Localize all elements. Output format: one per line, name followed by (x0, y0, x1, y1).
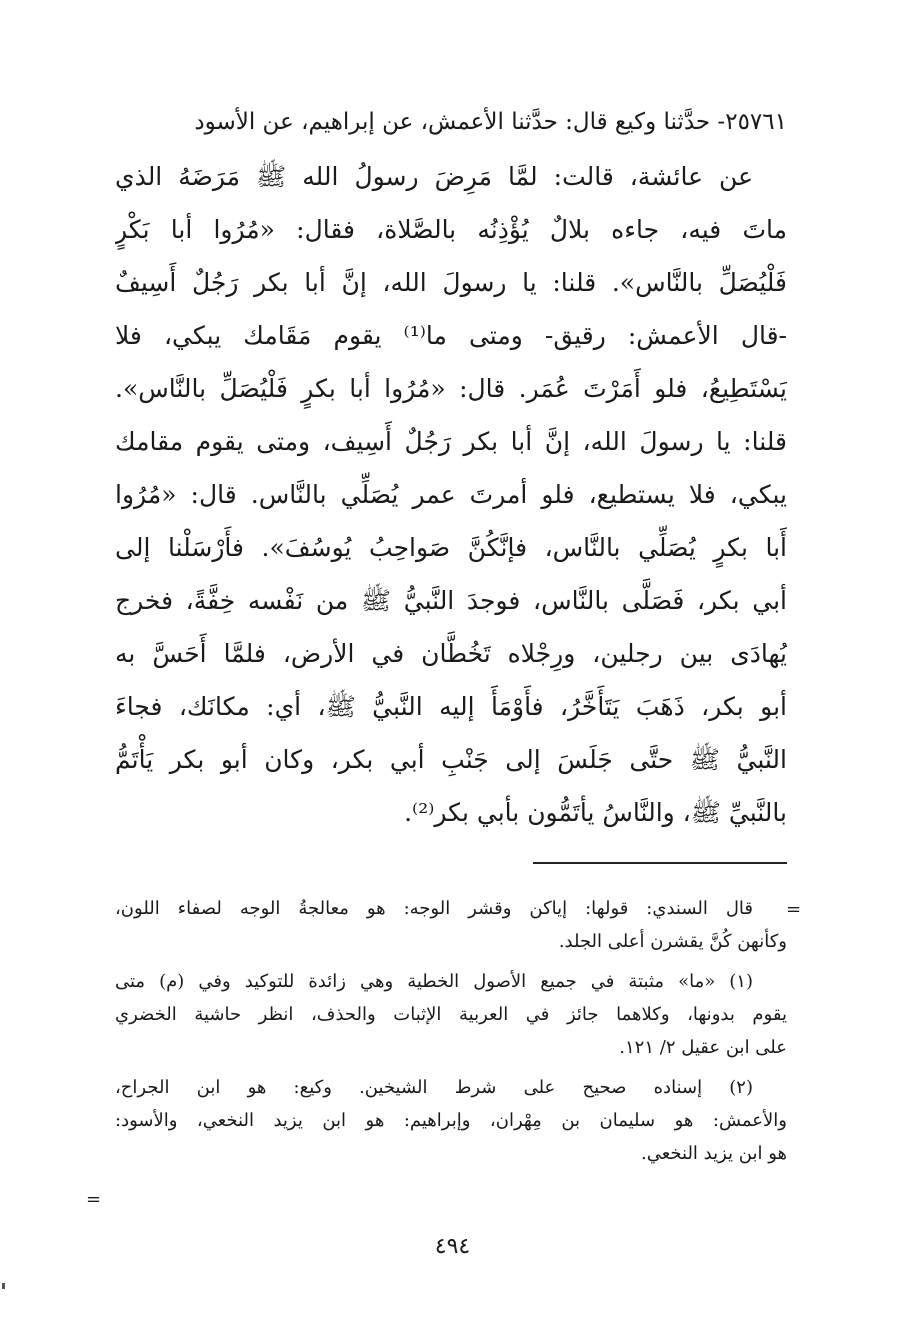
body-line: قلنا: يا رسولَ الله، إنَّ أبا بكر رَجُلٌ أَسِيف، ومتى يقوم مقامك (115, 427, 787, 456)
body-line: يَسْتَطِيعُ، فلو أَمَرْتَ عُمَر. قال: «مُرُوا أبا بكرٍ فَلْيُصَلِّ بالنَّاس». (115, 374, 787, 403)
footnote-line: على ابن عقيل ٢/ ١٢١. (619, 1037, 787, 1058)
footnote-line: وكأنهن كُنَّ يقشرن أعلى الجلد. (558, 931, 787, 952)
scan-edge-mark (2, 1283, 5, 1289)
footnote-line: والأعمش: هو سليمان بن مِهْران، وإبراهيم: هو ابن يزيد النخعي، والأسود: (115, 1110, 787, 1131)
body-line: أبو بكر، ذَهَبَ يَتَأَخَّرُ، فأَوْمَأَ إليه النَّبيُّ ﷺ، أي: مكانَك، فجاءَ (115, 692, 787, 721)
body-line: أبي بكر، فَصَلَّى بالنَّاس، فوجدَ النَّبيُّ ﷺ من نَفْسه خِفَّةً، فخرج (115, 586, 787, 615)
footnote-line: (١) «ما» مثبتة في جميع الأصول الخطية وهي زائدة للتوكيد وفي (م) متى (115, 971, 753, 992)
footnote-line: يقوم بدونها، وكلاهما جائز في العربية الإثبات والحذف، انظر حاشية الخضري (115, 1004, 787, 1025)
footnote-line: قال السندي: قولها: إياكن وقشر الوجه: هو معالجةُ الوجه لصفاء اللون، (115, 898, 753, 919)
footnote-separator (533, 862, 787, 864)
body-line: عن عائشة، قالت: لمَّا مَرِضَ رسولُ الله ﷺ مَرَضَهُ الذي (115, 162, 753, 191)
body-line: فَلْيُصَلِّ بالنَّاس». قلنا: يا رسولَ الله، إنَّ أبا بكر رَجُلٌ أَسِيفٌ (115, 268, 787, 297)
continuation-mark: = (86, 1189, 102, 1210)
body-line: -قال الأعمش: رقيق- ومتى ما⁽¹⁾ يقوم مَقَامك يبكي، فلا (115, 321, 787, 350)
footnotes (115, 892, 787, 1170)
footnote-line: (٢) إسناده صحيح على شرط الشيخين. وكيع: هو ابن الجراح، (115, 1077, 753, 1098)
body-line: يُهادَى بين رجلين، ورِجْلاه تَخُطَّان في الأرض، فلمَّا أَحَسَّ به (115, 639, 787, 668)
body-line: النَّبيُّ ﷺ حتَّى جَلَسَ إلى جَنْبِ أبي بكر، وكان أبو بكر يَأْتَمُّ (115, 745, 787, 774)
footnote-line: هو ابن يزيد النخعي. (640, 1143, 787, 1164)
body-line: يبكي، فلا يستطيع، فلو أمرتَ عمر يُصَلِّي بالنَّاس. قال: «مُرُوا (115, 480, 787, 509)
hadith-body (115, 150, 787, 839)
hadith-number-heading: ٢٥٧٦١- حدَّثنا وكيع قال: حدَّثنا الأعمش، عن إبراهيم، عن الأسود (194, 109, 787, 135)
page-number: ٤٩٤ (434, 1234, 471, 1259)
body-line: بالنَّبيِّ ﷺ، والنَّاسُ يأتَمُّون بأبي بكر⁽²⁾. (404, 798, 787, 827)
body-line: ماتَ فيه، جاءه بلالٌ يُؤْذِنُه بالصَّلاة، فقال: «مُرُوا أبا بَكْرٍ (115, 215, 787, 244)
continuation-mark: = (786, 899, 802, 920)
body-line: أَبا بكرٍ يُصَلِّي بالنَّاس، فإنَّكُنَّ صَواحِبُ يُوسُفَ». فأَرْسَلْنا إلى (115, 533, 787, 562)
